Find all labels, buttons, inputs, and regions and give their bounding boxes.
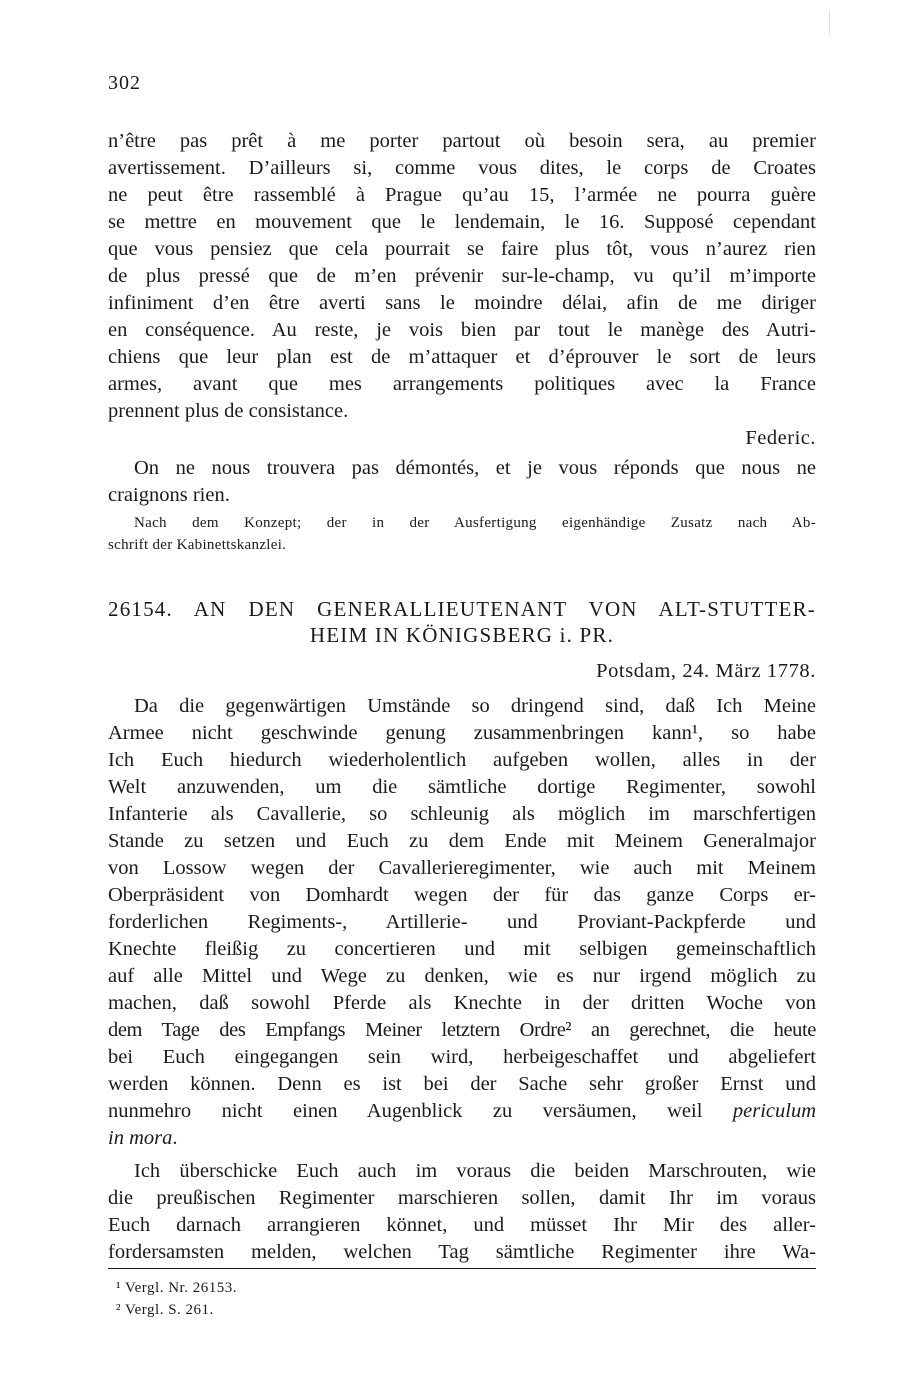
text-line: Ich überschicke Euch auch im voraus die beiden Marschrouten, wie bbox=[134, 1160, 816, 1182]
text-line: die preußischen Regimenter marschieren sollen, damit Ihr im voraus bbox=[108, 1187, 816, 1209]
text-line: craignons rien. bbox=[108, 484, 230, 506]
text-line: Oberpräsident von Domhardt wegen der für das ganze Corps er- bbox=[108, 884, 816, 906]
text-line: fordersamsten melden, welchen Tag sämtliche Regimenter ihre Wa- bbox=[108, 1241, 816, 1263]
footnote: ² Vergl. S. 261. bbox=[116, 1302, 214, 1318]
signature: Federic. bbox=[745, 427, 816, 449]
note-line: Nach dem Konzept; der in der Ausfertigung eigenhändige Zusatz nach Ab- bbox=[134, 515, 816, 531]
dateline: Potsdam, 24. März 1778. bbox=[596, 660, 816, 682]
footnote-rule bbox=[108, 1268, 816, 1269]
text-line: Armee nicht geschwinde genung zusammenbringen kann¹, so habe bbox=[108, 722, 816, 744]
text-line: en conséquence. Au reste, je vois bien par tout le manège des Autri- bbox=[108, 319, 816, 341]
text-line: machen, daß sowohl Pferde als Knechte in der dritten Woche von bbox=[108, 992, 816, 1014]
page-number: 302 bbox=[108, 72, 141, 94]
text-line: se mettre en mouvement que le lendemain, le 16. Supposé cependant bbox=[108, 211, 816, 233]
footnote: ¹ Vergl. Nr. 26153. bbox=[116, 1280, 237, 1296]
note-line: schrift der Kabinettskanzlei. bbox=[108, 537, 287, 553]
document-page bbox=[108, 0, 816, 1392]
text-line: Infanterie als Cavallerie, so schleunig als möglich im marschfertigen bbox=[108, 803, 816, 825]
latin-phrase: in mora bbox=[108, 1127, 173, 1149]
latin-phrase: periculum bbox=[732, 1100, 816, 1122]
text-line: n’être pas prêt à me porter partout où besoin sera, au premier bbox=[108, 130, 816, 152]
text-line: bei Euch eingegangen sein wird, herbeigeschaffet und abgeliefert bbox=[108, 1046, 816, 1068]
text-line: prennent plus de consistance. bbox=[108, 400, 349, 422]
text-line: Stande zu setzen und Euch zu dem Ende mit Meinem Generalmajor bbox=[108, 830, 816, 852]
text-line: dem Tage des Empfangs Meiner letztern Ordre² an gerechnet, die heute bbox=[108, 1019, 816, 1041]
text-fragment: nunmehro nicht einen Augenblick zu versäumen, weil bbox=[108, 1100, 703, 1122]
text-line: de plus pressé que de m’en prévenir sur-le-champ, vu qu’il m’importe bbox=[108, 265, 816, 287]
text-line: armes, avant que mes arrangements politiques avec la France bbox=[108, 373, 816, 395]
text-line: infiniment d’en être averti sans le moindre délai, afin de me diriger bbox=[108, 292, 816, 314]
text-line: Euch darnach arrangieren könnet, und müsset Ihr Mir des aller- bbox=[108, 1214, 816, 1236]
text-fragment: . bbox=[172, 1127, 178, 1149]
text-line: que vous pensiez que cela pourrait se faire plus tôt, vous n’aurez rien bbox=[108, 238, 816, 260]
text-line: Knechte fleißig zu concertieren und mit selbigen gemeinschaftlich bbox=[108, 938, 816, 960]
text-line: avertissement. D’ailleurs si, comme vous dites, le corps de Croates bbox=[108, 157, 816, 179]
text-line: auf alle Mittel und Wege zu denken, wie es nur irgend möglich zu bbox=[108, 965, 816, 987]
text-line: On ne nous trouvera pas démontés, et je vous réponds que nous ne bbox=[134, 457, 816, 479]
text-line: chiens que leur plan est de m’attaquer et d’éprouver le sort de leurs bbox=[108, 346, 816, 368]
text-line bbox=[108, 1098, 816, 1124]
text-line: Ich Euch hiedurch wiederholentlich aufgeben wollen, alles in der bbox=[108, 749, 816, 771]
text-line: von Lossow wegen der Cavallerieregimenter, wie auch mit Meinem bbox=[108, 857, 816, 879]
text-line: forderlichen Regiments-, Artillerie- und Proviant-Packpferde und bbox=[108, 911, 816, 933]
text-line: ne peut être rassemblé à Prague qu’au 15, l’armée ne pourra guère bbox=[108, 184, 816, 206]
text-line bbox=[108, 1125, 816, 1151]
text-line: werden können. Denn es ist bei der Sache sehr großer Ernst und bbox=[108, 1073, 816, 1095]
letter-heading: 26154. AN DEN GENERALLIEUTENANT VON ALT-STUTTER- bbox=[108, 597, 816, 621]
letter-heading-continued: HEIM IN KÖNIGSBERG i. PR. bbox=[309, 623, 615, 647]
text-line: Da die gegenwärtigen Umstände so dringend sind, daß Ich Meine bbox=[134, 695, 816, 717]
text-line: Welt anzuwenden, um die sämtliche dortige Regimenter, sowohl bbox=[108, 776, 816, 798]
scan-edge-mark bbox=[829, 10, 830, 34]
